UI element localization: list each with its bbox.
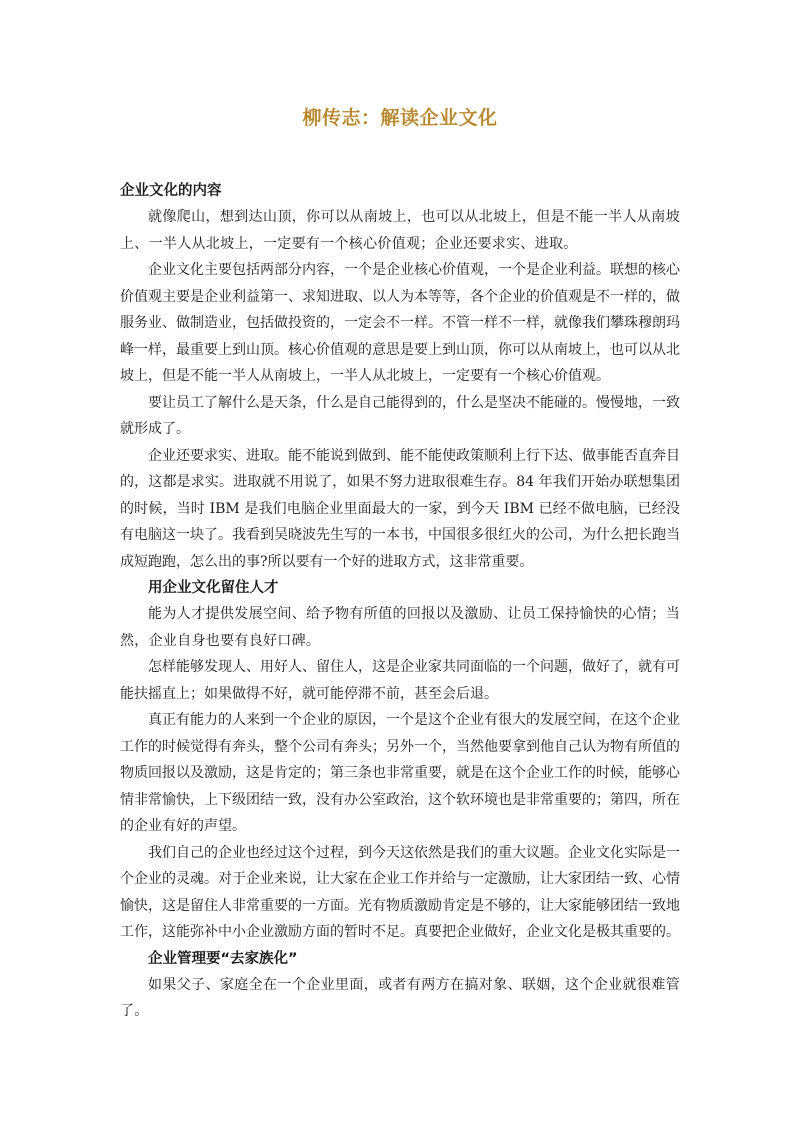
paragraph: 就像爬山，想到达山顶，你可以从南坡上，也可以从北坡上，但是不能一半人从南坡上、一半人从北坡上，一定要有一个核心价值观；企业还要求实、进取。 [120,209,680,252]
paragraph: 怎样能够发现人、用好人、留住人，这是企业家共同面临的一个问题，做好了，就有可能扶摇直上；如果做得不好，就可能停滞不前，甚至会后退。 [120,659,680,702]
document-title: 柳传志：解读企业文化 [302,107,498,129]
section-heading: 企业文化的内容 [120,183,222,199]
section-de-familization [120,946,680,1025]
section-retain-talent [120,575,680,946]
section-heading: 用企业文化留住人才 [148,580,279,596]
paragraph: 企业文化主要包括两部分内容，一个是企业核心价值观，一个是企业利益。联想的核心价值观主要是企业利益第一、求知进取、以人为本等等，各个企业的价值观是不一样的，做服务业、做制造业，包括做投资的，一定会不一样。不管一样不一样，就像我们攀珠穆朗玛峰一样，最重要上到山顶。核心价值观的意思是要上到山顶，你可以从南坡上，也可以从北坡上，但是不能一半人从南坡上，一半人从北坡上，一定要有一个核心价值观。 [120,262,680,384]
document-body [120,178,680,1025]
paragraph: 我们自己的企业也经过这个过程，到今天这依然是我们的重大议题。企业文化实际是一个企业的灵魂。对于企业来说，让大家在企业工作并给与一定激励，让大家团结一致、心情愉快，这是留住人非常重要的一方面。光有物质激励肯定是不够的，让大家能够团结一致地工作，这能弥补中小企业激励方面的暂时不足。真要把企业做好，企业文化是极其重要的。 [120,844,680,940]
paragraph: 企业还要求实、进取。能不能说到做到、能不能使政策顺利上行下达、做事能否直奔目的，这都是求实。进取就不用说了，如果不努力进取很难生存。84 年我们开始办联想集团的时候，当时 IBM 是我们电脑企业里面最大的一家，到今天 IBM 已经不做电脑，已经没有电脑这一块了。我看到吴晓波先生写的一本书，中国很多很红火的公司，为什么把长跑当成短跑跑，怎么出的事?所以要有一个好的进取方式，这非常重要。 [120,447,680,570]
paragraph: 要让员工了解什么是天条，什么是自己能得到的，什么是坚决不能碰的。慢慢地，一致就形成了。 [120,394,680,437]
paragraph: 真正有能力的人来到一个企业的原因，一个是这个企业有很大的发展空间，在这个企业工作的时候觉得有奔头，整个公司有奔头；另外一个，当然他要拿到他自己认为物有所值的物质回报以及激励，这是肯定的；第三条也非常重要，就是在这个企业工作的时候，能够心情非常愉快，上下级团结一致，没有办公室政治，这个软环境也是非常重要的；第四，所在的企业有好的声望。 [120,712,680,834]
section-heading: 企业管理要“去家族化” [148,950,298,967]
section-corporate-culture-content [120,178,680,575]
paragraph: 如果父子、家庭全在一个企业里面，或者有两方在搞对象、联姻，这个企业就很难管了。 [120,976,680,1019]
paragraph: 能为人才提供发展空间、给予物有所值的回报以及激励、让员工保持愉快的心情；当然，企业自身也要有良好口碑。 [120,606,680,649]
